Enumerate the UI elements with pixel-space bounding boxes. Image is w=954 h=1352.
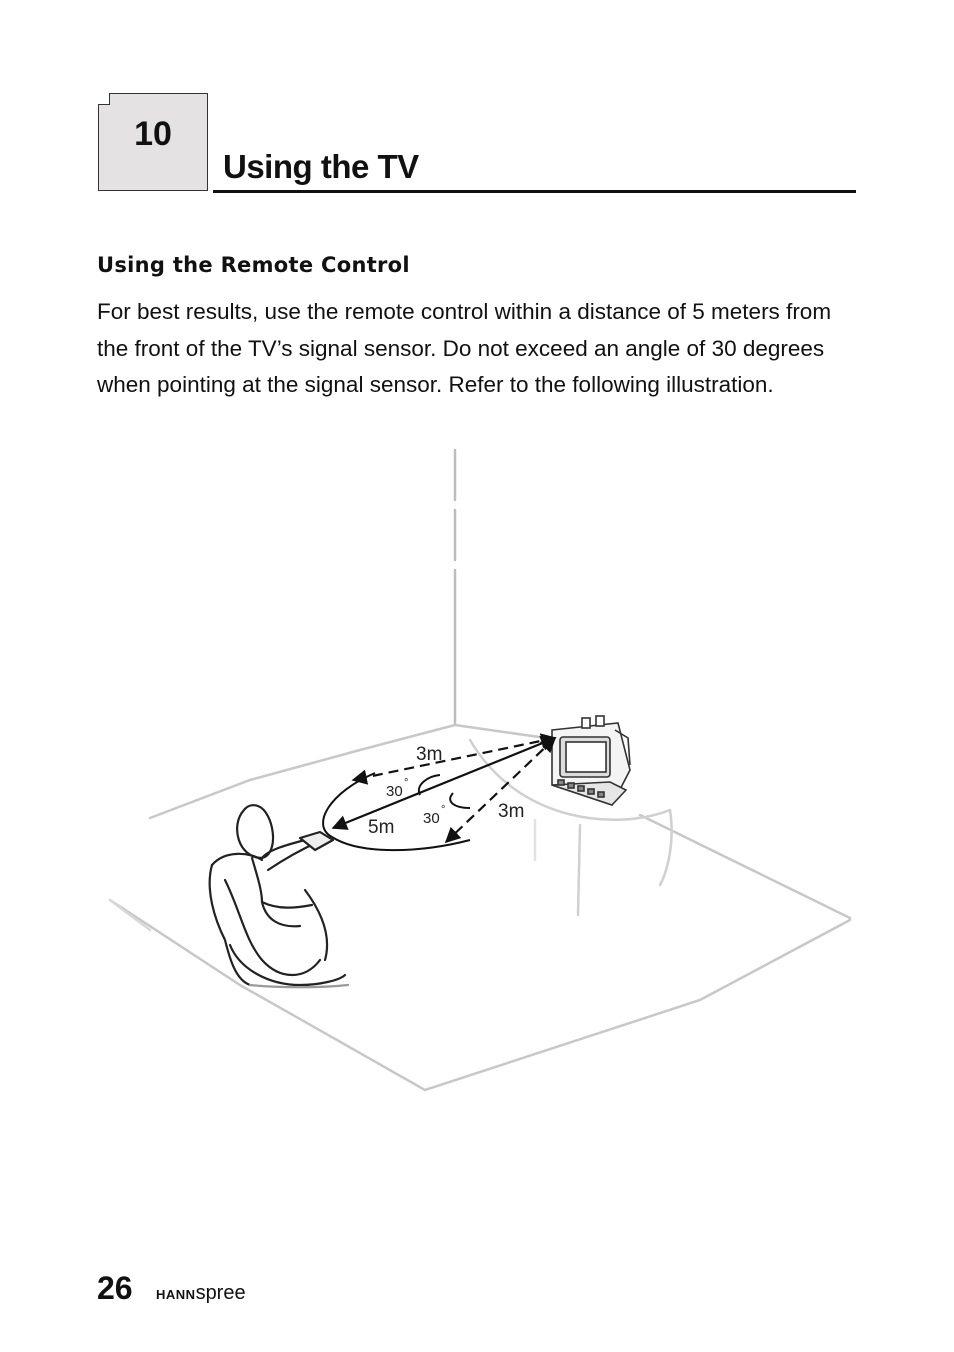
chapter-title: Using the TV xyxy=(223,148,419,185)
tv-icon xyxy=(552,716,630,805)
brand-light: spree xyxy=(195,1282,246,1304)
label-range-left: 3m xyxy=(416,744,443,765)
room-outline xyxy=(110,450,850,1090)
label-range-center: 5m xyxy=(368,817,395,838)
label-angle-left-degree: ° xyxy=(404,777,409,789)
remote-range-illustration xyxy=(0,440,954,1120)
chapter-box-corner xyxy=(98,93,110,105)
section-heading: Using the Remote Control xyxy=(97,253,410,277)
label-angle-left: 30 xyxy=(386,783,403,800)
label-angle-right-degree: ° xyxy=(441,804,446,816)
brand-bold: HANN xyxy=(156,1287,196,1302)
page-number: 26 xyxy=(97,1270,133,1306)
label-angle-right: 30 xyxy=(423,810,440,827)
chapter-number: 10 xyxy=(134,115,172,153)
body-paragraph: For best results, use the remote control within a distance of 5 meters from the front of the TV’s signal sensor. Do not exceed an angle of 30 degrees when pointing at the signal sensor. Refer to the following illustration. xyxy=(97,299,832,397)
signal-lines xyxy=(333,738,555,842)
title-underline xyxy=(213,190,856,193)
label-range-right: 3m xyxy=(498,801,525,822)
brand-logo xyxy=(156,1282,246,1305)
